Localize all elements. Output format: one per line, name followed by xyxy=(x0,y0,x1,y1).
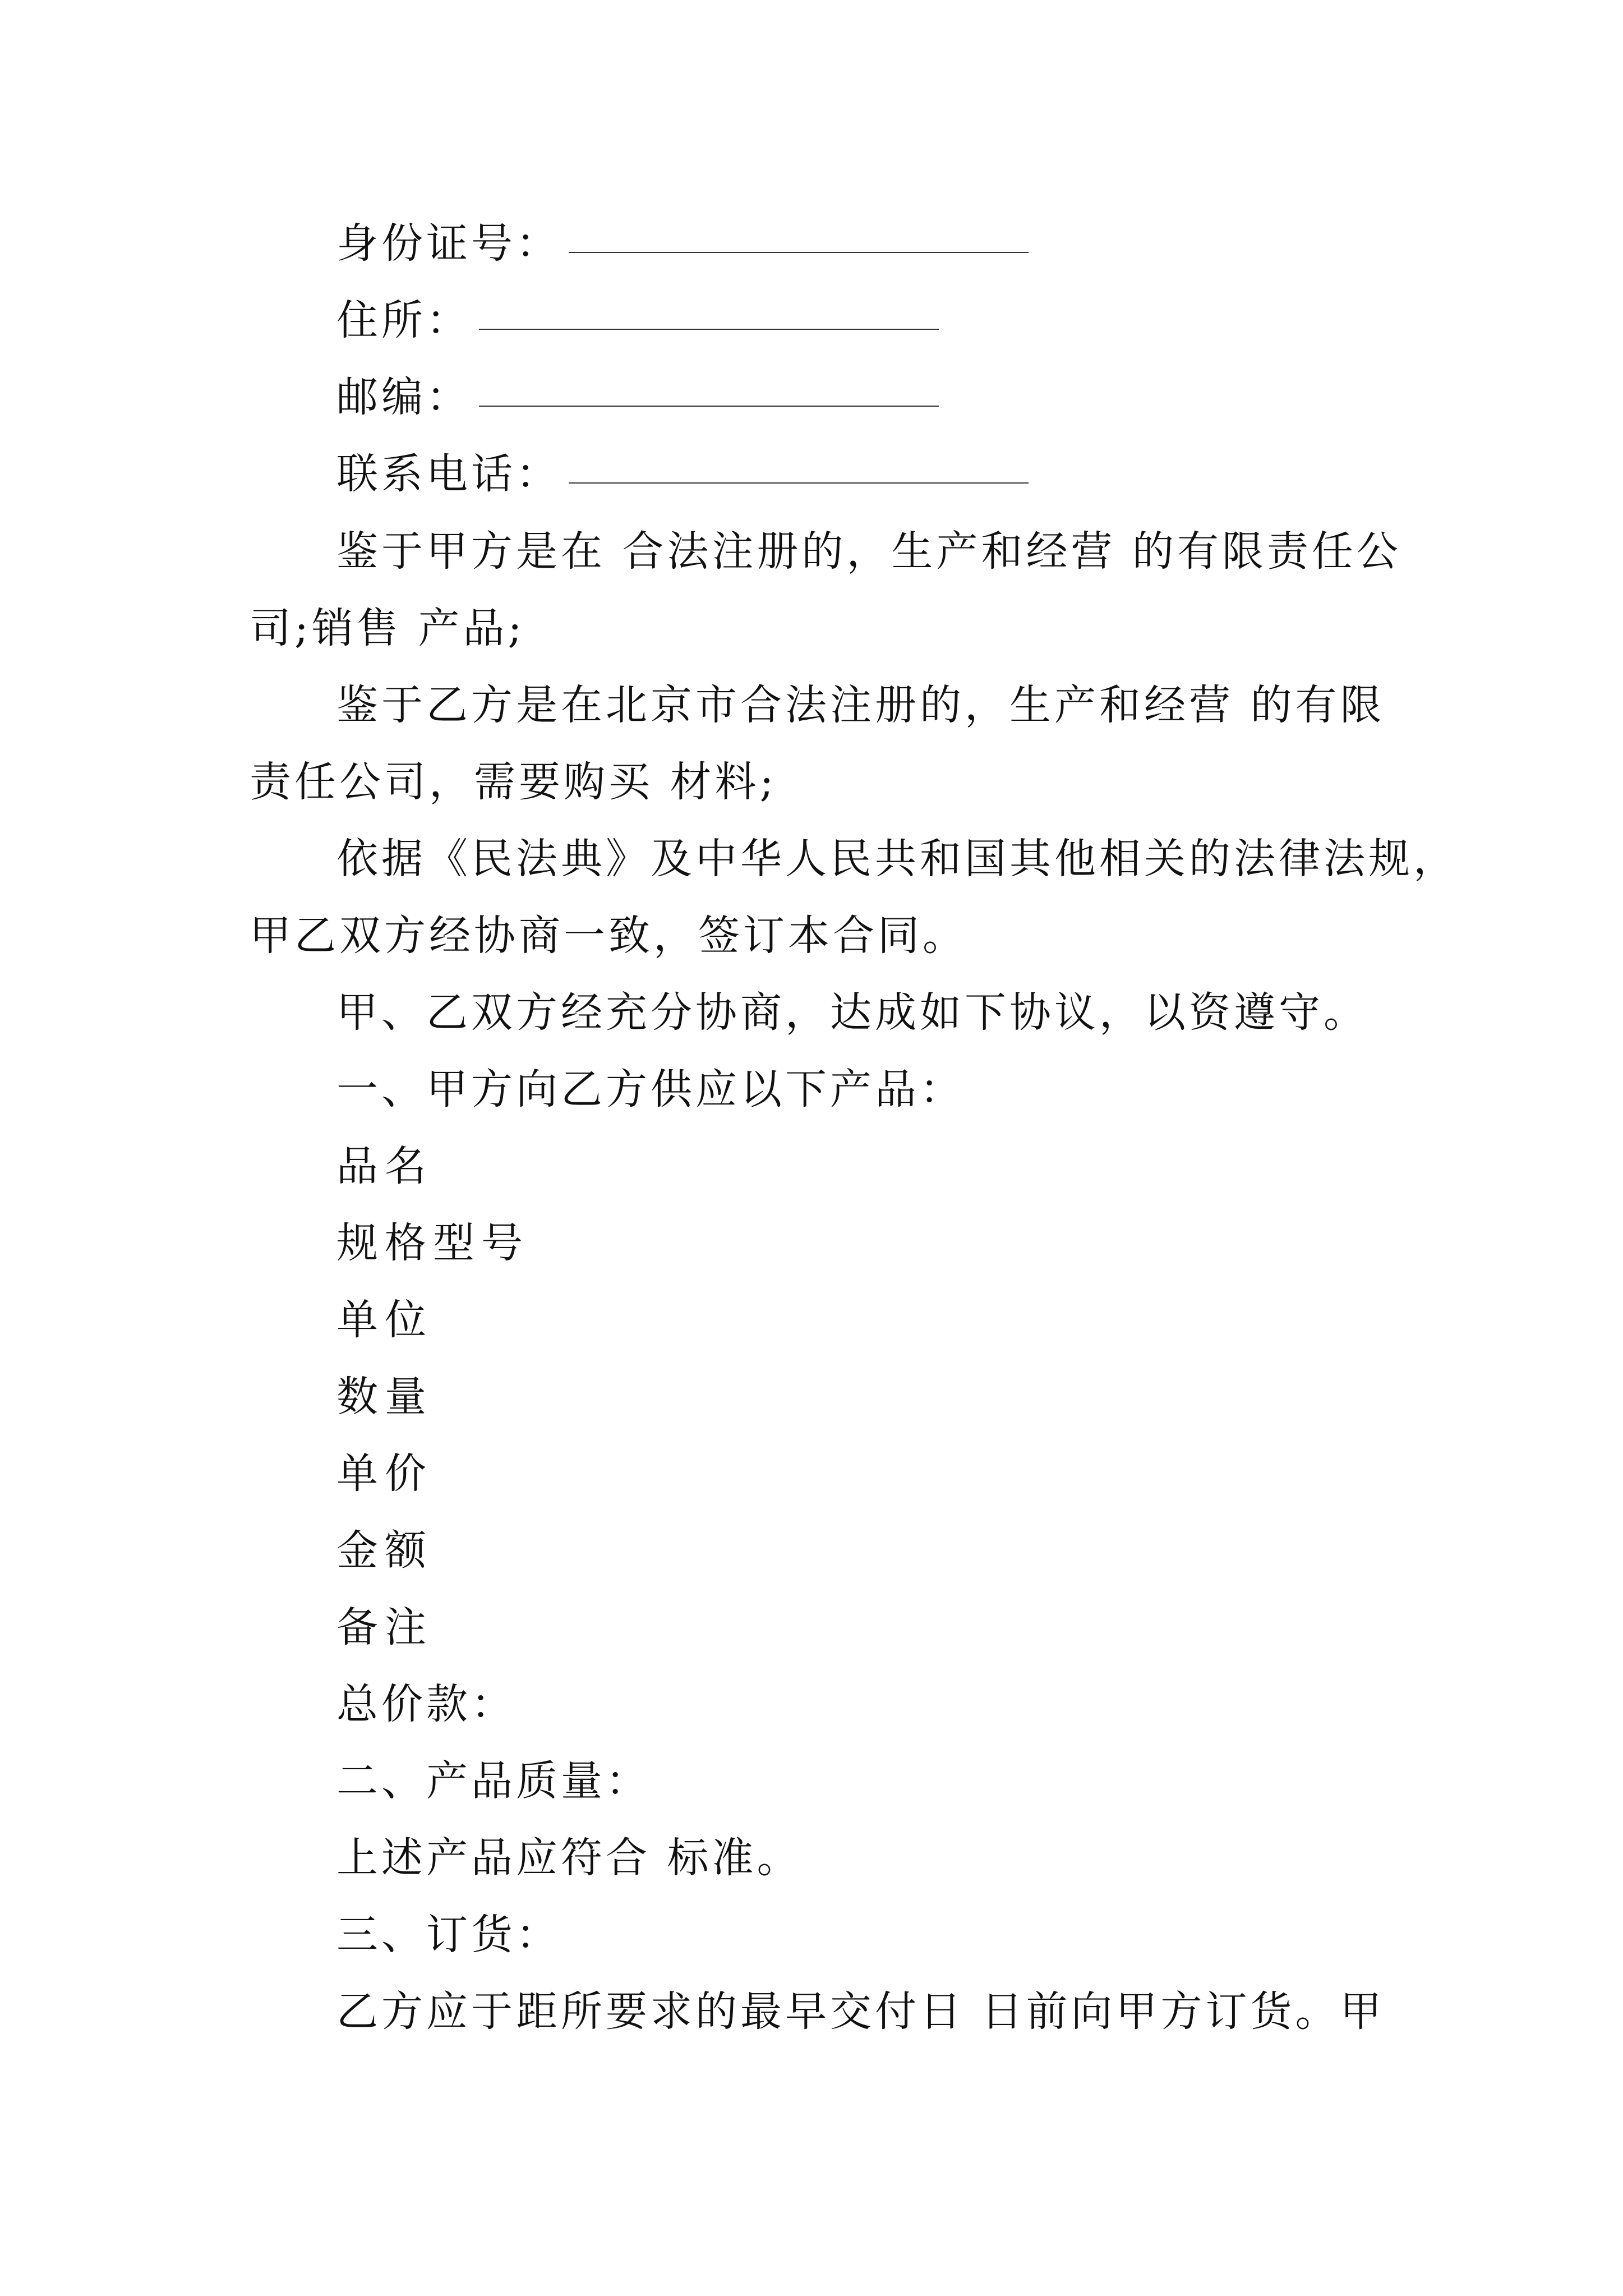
basis-line-2: 甲乙双方经协商一致，签订本合同。 xyxy=(250,912,967,960)
address-label: 住所： xyxy=(336,296,471,344)
quality-text: 上述产品应符合 标准。 xyxy=(336,1834,802,1882)
basis-line-1: 依据《民法典》及中华人民共和国其他相关的法律法规， xyxy=(336,835,1458,883)
item-quantity: 数量 xyxy=(336,1373,433,1421)
agreement-line: 甲、乙双方经充分协商，达成如下协议，以资遵守。 xyxy=(336,988,1368,1037)
party-a-line-2: 司;销售 产品; xyxy=(250,604,525,652)
phone-label: 联系电话： xyxy=(336,450,561,498)
address-row xyxy=(336,292,939,348)
item-amount: 金额 xyxy=(336,1526,433,1575)
item-unit-price: 单价 xyxy=(336,1450,433,1498)
id-number-row xyxy=(336,215,1029,272)
postcode-row xyxy=(336,369,939,425)
total-price: 总价款： xyxy=(336,1680,516,1728)
address-blank-line xyxy=(479,329,939,330)
item-note: 备注 xyxy=(336,1603,433,1651)
postcode-blank-line xyxy=(479,406,939,407)
section-2-heading: 二、产品质量： xyxy=(336,1757,651,1805)
postcode-label: 邮编： xyxy=(336,373,471,421)
section-1-heading: 一、甲方向乙方供应以下产品： xyxy=(336,1065,965,1114)
phone-blank-line xyxy=(569,482,1029,484)
phone-row xyxy=(336,446,1029,502)
party-b-line-2: 责任公司，需要购买 材料; xyxy=(250,758,777,806)
order-text: 乙方应于距所要求的最早交付日 日前向甲方订货。甲 xyxy=(336,1987,1385,2036)
id-number-label: 身份证号： xyxy=(336,219,561,268)
party-b-line-1: 鉴于乙方是在北京市合法注册的，生产和经营 的有限 xyxy=(336,681,1385,729)
item-spec: 规格型号 xyxy=(336,1219,529,1267)
party-a-line-1: 鉴于甲方是在 合法注册的，生产和经营 的有限责任公 xyxy=(336,527,1402,576)
id-number-blank-line xyxy=(569,252,1029,253)
item-name: 品名 xyxy=(336,1142,433,1190)
item-unit: 单位 xyxy=(336,1296,433,1344)
section-3-heading: 三、订货： xyxy=(336,1911,561,1959)
